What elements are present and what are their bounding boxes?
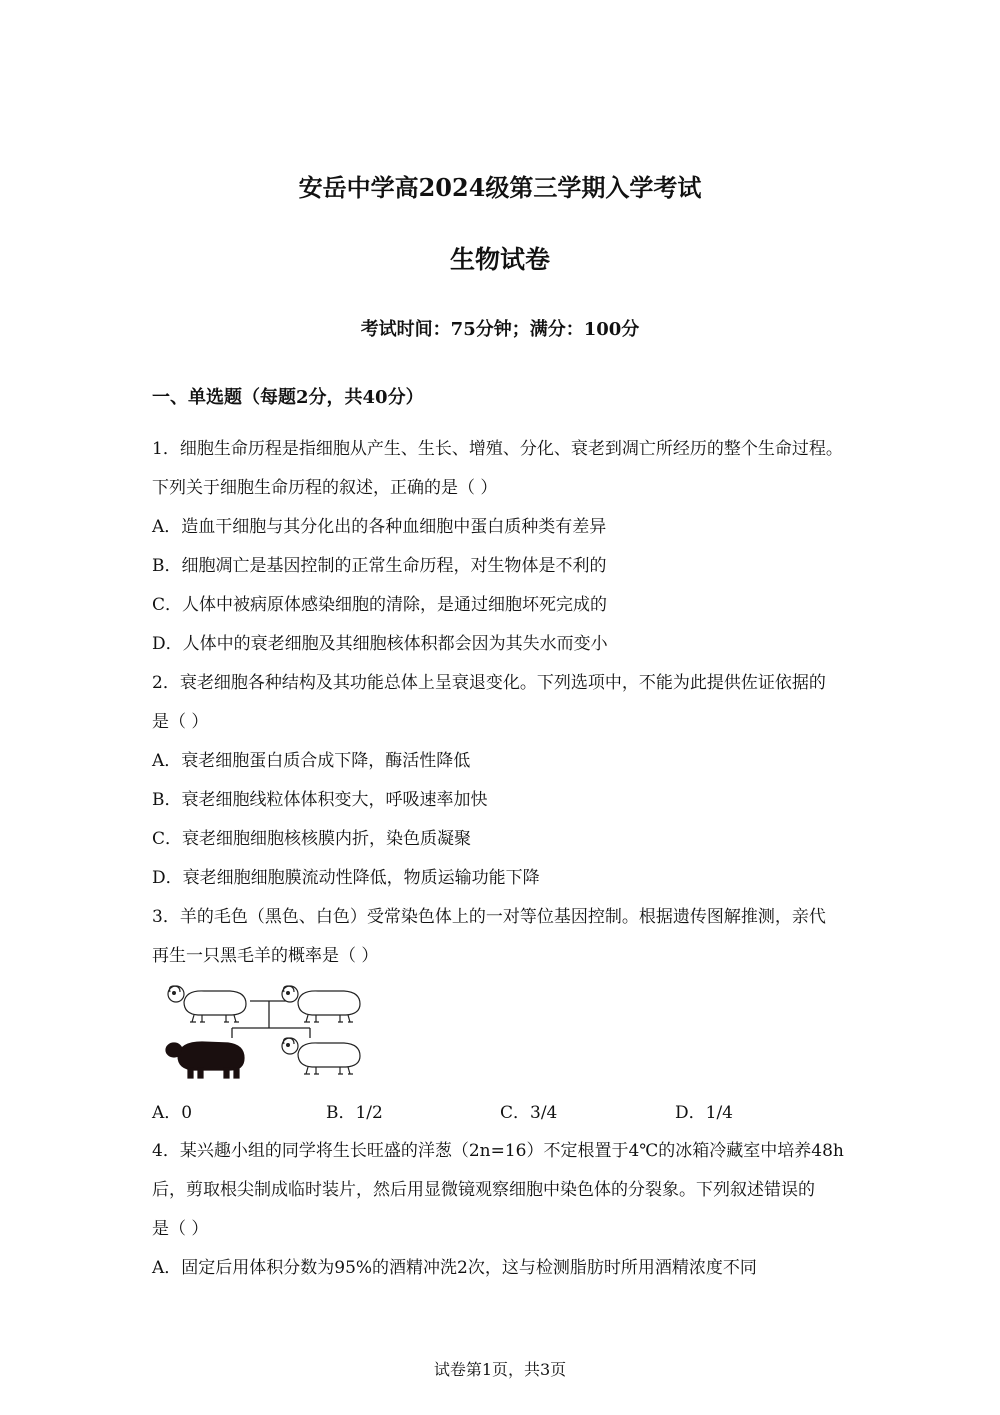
q1-option-d: D．人体中的衰老细胞及其细胞核体积都会因为其失水而变小: [152, 634, 608, 654]
subject-title: 生物试卷: [449, 245, 550, 274]
q3-option-b: B．1/2: [326, 1103, 383, 1123]
q1-option-b: B．细胞凋亡是基因控制的正常生命历程，对生物体是不利的: [152, 556, 607, 576]
q3-option-d: D．1/4: [675, 1103, 733, 1123]
q2-option-a: A．衰老细胞蛋白质合成下降，酶活性降低: [152, 751, 471, 771]
exam-info: 考试时间：75分钟；满分：100分: [360, 319, 640, 340]
q3-stem-line1: 3．羊的毛色（黑色、白色）受常染色体上的一对等位基因控制。根据遗传图解推测，亲代: [152, 907, 826, 927]
q4-stem-line1: 4．某兴趣小组的同学将生长旺盛的洋葱（2n=16）不定根置于4℃的冰箱冷藏室中培养48h: [152, 1141, 844, 1161]
q2-stem-line1: 2．衰老细胞各种结构及其功能总体上呈衰退变化。下列选项中，不能为此提供佐证依据的: [152, 673, 826, 693]
section-heading: 一、单选题（每题2分，共40分）: [152, 387, 424, 408]
black-sheep-offspring: [166, 1042, 244, 1078]
page-footer: 试卷第1页，共3页: [433, 1360, 567, 1379]
q4-stem-line3: 是（ ）: [152, 1219, 209, 1239]
school-title: 安岳中学高2024级第三学期入学考试: [298, 173, 702, 202]
white-sheep-offspring: [282, 1038, 360, 1074]
q2-option-b: B．衰老细胞线粒体体积变大，呼吸速率加快: [152, 790, 488, 810]
q2-option-d: D．衰老细胞细胞膜流动性降低，物质运输功能下降: [152, 868, 540, 888]
q2-stem-line2: 是（ ）: [152, 712, 209, 732]
q4-option-a: A．固定后用体积分数为95%的酒精冲洗2次，这与检测脂肪时所用酒精浓度不同: [152, 1258, 757, 1278]
q1-option-a: A．造血干细胞与其分化出的各种血细胞中蛋白质种类有差异: [152, 517, 607, 537]
q1-stem-line2: 下列关于细胞生命历程的叙述，正确的是（ ）: [152, 478, 498, 498]
q1-option-c: C．人体中被病原体感染细胞的清除，是通过细胞坏死完成的: [152, 595, 608, 615]
white-sheep-parent-2: [282, 986, 360, 1022]
q3-stem-line2: 再生一只黑毛羊的概率是（ ）: [152, 946, 379, 966]
q2-option-c: C．衰老细胞细胞核核膜内折，染色质凝聚: [152, 829, 472, 849]
q3-option-a: A．0: [152, 1103, 193, 1123]
white-sheep-parent-1: [168, 986, 246, 1022]
q3-option-c: C．3/4: [500, 1103, 558, 1123]
q1-stem-line1: 1．细胞生命历程是指细胞从产生、生长、增殖、分化、衰老到凋亡所经历的整个生命过程。: [152, 439, 843, 459]
sheep-pedigree-figure: [160, 980, 370, 1086]
q4-stem-line2: 后，剪取根尖制成临时装片，然后用显微镜观察细胞中染色体的分裂象。下列叙述错误的: [152, 1180, 815, 1200]
